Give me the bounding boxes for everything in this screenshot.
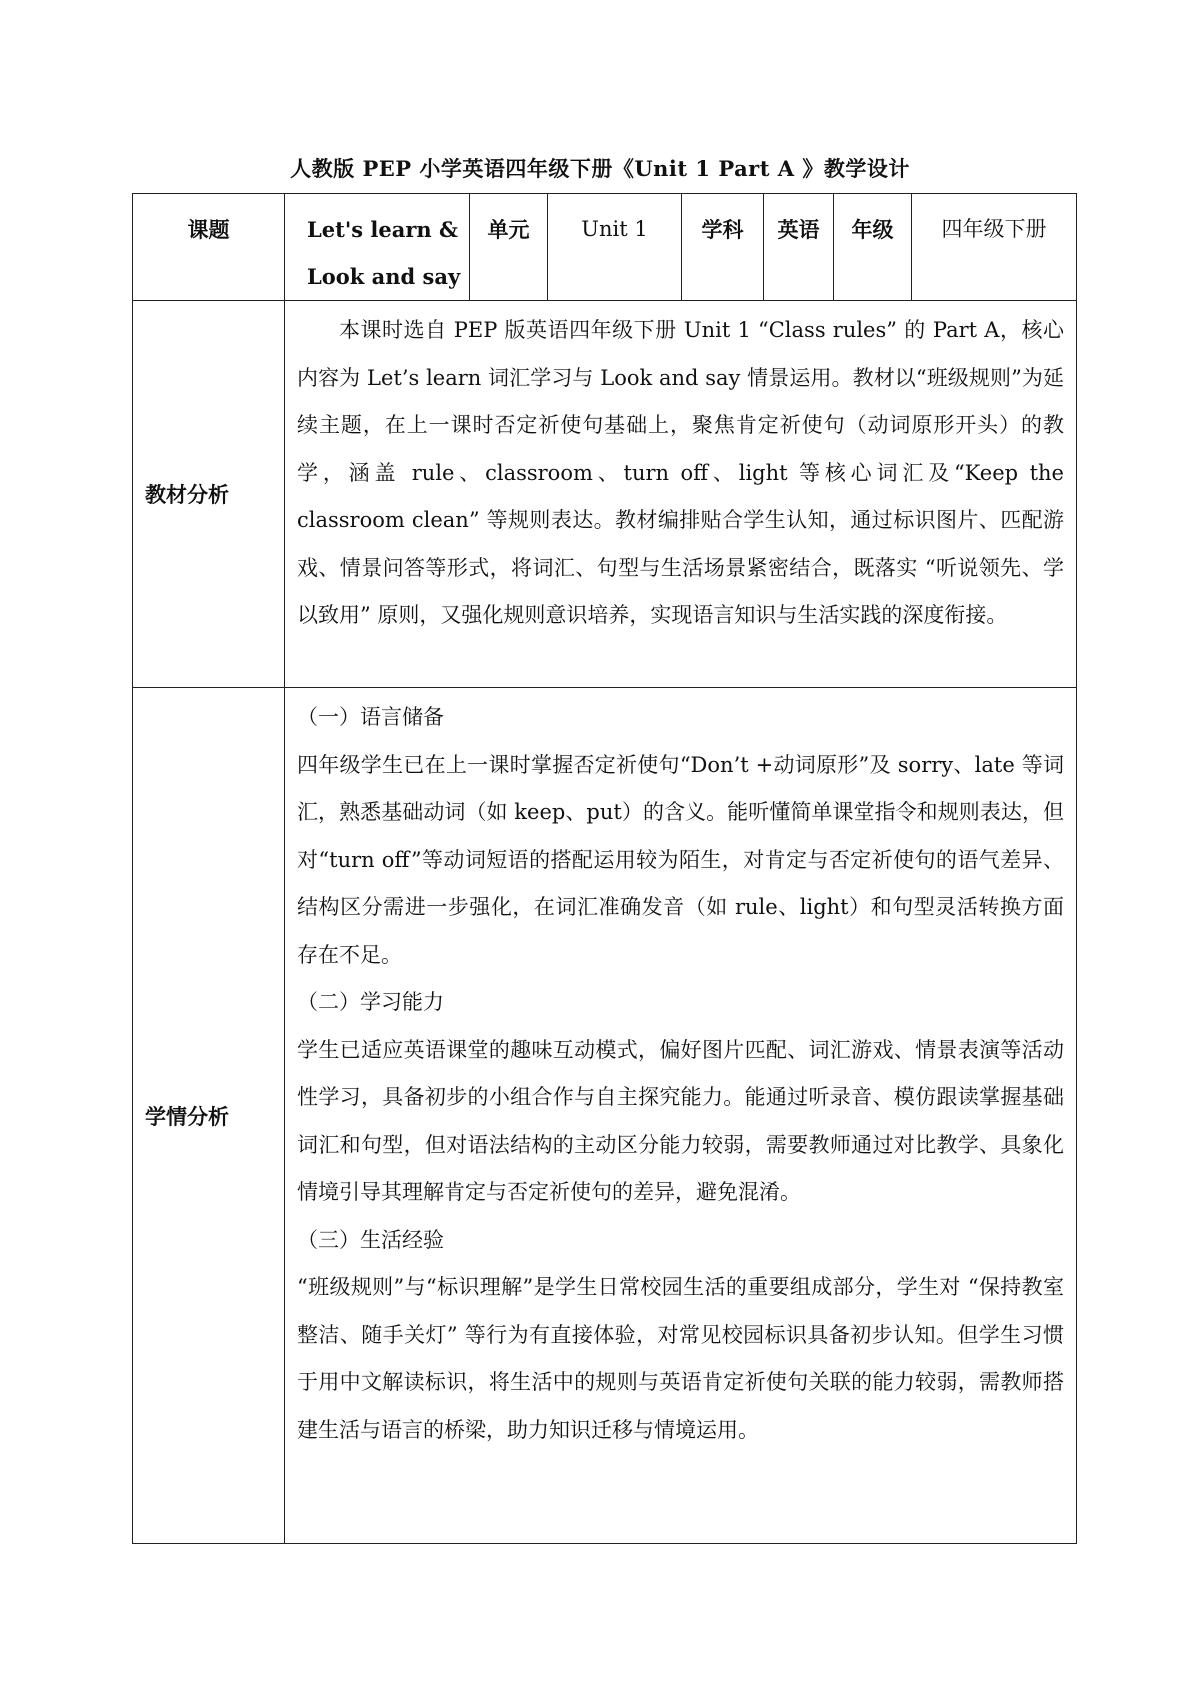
learning-ability-text: 学生已适应英语课堂的趣味互动模式，偏好图片匹配、词汇游戏、情景表演等活动性学习，具备初步的小组合作与自主探究能力。能通过听录音、模仿跟读掌握基础词汇和句型，但对语法结构的主动区分能力较弱，需要教师通过对比教学、具象化情境引导其理解肯定与否定祈使句的差异，避免混淆。 [297,1037,1064,1204]
header-row [133,194,1077,301]
lesson-design-table [132,193,1077,1544]
textbook-analysis-row [133,301,1077,688]
unit-label-cell [470,194,548,301]
grade-label-cell [834,194,912,301]
grade-value: 四年级下册 [941,217,1047,241]
textbook-analysis-label: 教材分析 [145,482,229,507]
student-analysis-body [285,688,1076,1543]
subject-label: 学科 [701,217,744,242]
topic-value-cell [285,194,470,301]
topic-value: Let's learn & Look and say [307,217,461,289]
life-experience-text: “班级规则”与“标识理解”是学生日常校园生活的重要组成部分，学生对 “保持教室整洁、随手关灯” 等行为有直接体验，对常见校园标识具备初步认知。但学生习惯于用中文解读标识，将生活中的规则与英语肯定祈使句关联的能力较弱，需教师搭建生活与语言的桥梁，助力知识迁移与情境运用。 [297,1275,1064,1442]
language-reserve-heading: （一）语言储备 [297,705,444,729]
grade-value-cell [912,194,1077,301]
subject-value: 英语 [777,217,820,242]
grade-label: 年级 [851,217,894,242]
student-analysis-label-cell [133,688,285,1544]
learning-ability-heading: （二）学习能力 [297,990,444,1014]
textbook-analysis-text: 本课时选自 PEP 版英语四年级下册 Unit 1 “Class rules” 的 Part A，核心内容为 Let’s learn 词汇学习与 Look and say 情景运用。教材以“班级规则”为延续主题，在上一课时否定祈使句基础上，聚焦肯定祈使句（动词原形开头）的教学，涵盖 rule、classroom、turn off、light 等核心词汇及“Keep the classroom clean” 等规则表达。教材编排贴合学生认知，通过标识图片、匹配游戏、情景问答等形式，将词汇、句型与生活场景紧密结合，既落实 “听说领先、学以致用” 原则，又强化规则意识培养，实现语言知识与生活实践的深度衔接。 [297,318,1064,627]
topic-label: 课题 [187,217,230,242]
student-analysis-content-cell [285,688,1077,1544]
language-reserve-text: 四年级学生已在上一课时掌握否定祈使句“Don’t +动词原形”及 sorry、late 等词汇，熟悉基础动词（如 keep、put）的含义。能听懂简单课堂指令和规则表达，但对“turn off”等动词短语的搭配运用较为陌生，对肯定与否定祈使句的语气差异、结构区分需进一步强化，在词汇准确发音（如 rule、light）和句型灵活转换方面存在不足。 [297,752,1064,967]
life-experience-heading: （三）生活经验 [297,1227,444,1252]
topic-label-cell [133,194,285,301]
unit-label: 单元 [487,217,530,242]
student-analysis-label: 学情分析 [145,1103,229,1129]
subject-label-cell [682,194,764,301]
subject-value-cell [764,194,834,301]
textbook-analysis-content-cell [285,301,1077,688]
document-title: 人教版 PEP 小学英语四年级下册《Unit 1 Part A 》教学设计 [290,156,910,181]
unit-value-cell [548,194,682,301]
student-analysis-row [133,688,1077,1544]
textbook-analysis-label-cell [133,301,285,688]
unit-value: Unit 1 [581,217,648,241]
